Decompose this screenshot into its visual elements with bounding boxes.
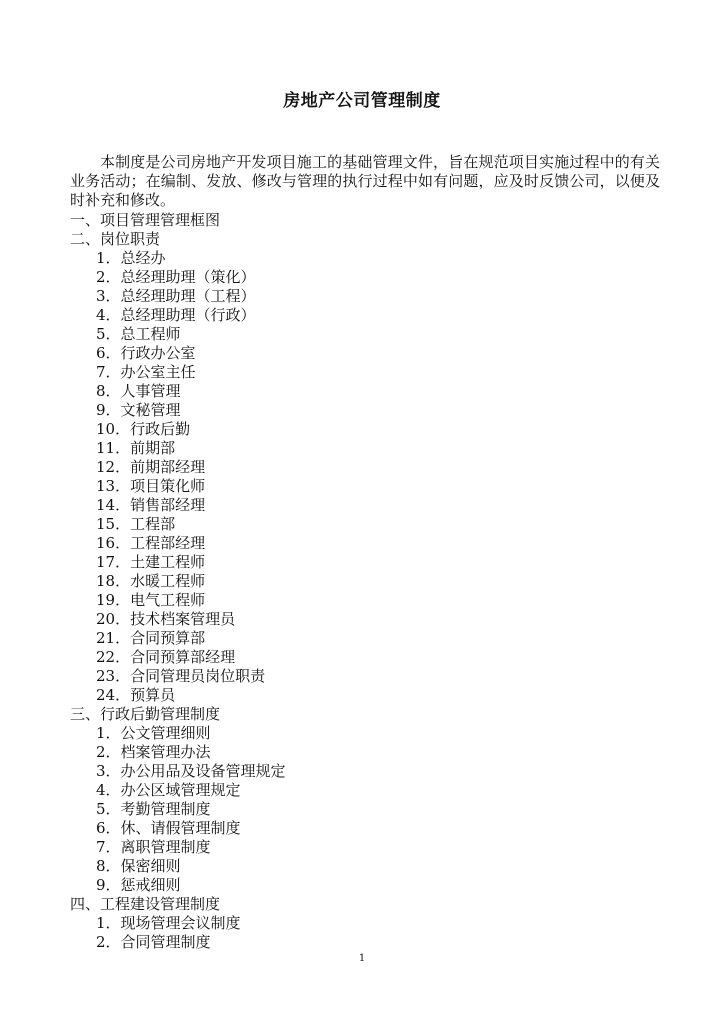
outline-item: 13．项目策化师 xyxy=(96,477,206,495)
outline-item: 4．办公区域管理规定 xyxy=(96,781,241,799)
outline-item: 17．土建工程师 xyxy=(96,553,206,571)
section-item-list xyxy=(70,914,670,952)
outline-item: 16．工程部经理 xyxy=(96,534,206,552)
outline-item: 21．合同预算部 xyxy=(96,629,206,647)
outline-item: 1．公文管理细则 xyxy=(96,724,211,742)
page-number: 1 xyxy=(358,953,366,964)
outline-item: 3．办公用品及设备管理规定 xyxy=(96,762,286,780)
outline-item: 2．总经理助理（策化） xyxy=(96,268,256,286)
outline-item: 2．档案管理办法 xyxy=(96,743,211,761)
section-heading: 四、工程建设管理制度 xyxy=(70,895,221,913)
outline-item: 5．总工程师 xyxy=(96,325,181,343)
outline-item: 18．水暖工程师 xyxy=(96,572,206,590)
intro-paragraph: 本制度是公司房地产开发项目施工的基础管理文件，旨在规范项目实施过程中的有关业务活动；在编制、发放、修改与管理的执行过程中如有问题，应及时反馈公司，以便及时补充和修改。 xyxy=(70,153,660,209)
section-heading: 三、行政后勤管理制度 xyxy=(70,705,221,723)
outline-item: 22．合同预算部经理 xyxy=(96,648,236,666)
outline-item: 12．前期部经理 xyxy=(96,458,206,476)
document-title: 房地产公司管理制度 xyxy=(283,91,441,111)
outline-item: 6．休、请假管理制度 xyxy=(96,819,241,837)
outline-item: 8．保密细则 xyxy=(96,857,181,875)
outline-item: 1．总经办 xyxy=(96,249,166,267)
outline-item: 14．销售部经理 xyxy=(96,496,206,514)
outline-item: 2．合同管理制度 xyxy=(96,933,211,951)
outline-item: 8．人事管理 xyxy=(96,382,181,400)
outline-item: 15．工程部 xyxy=(96,515,176,533)
outline-item: 7．办公室主任 xyxy=(96,363,196,381)
outline-item: 6．行政办公室 xyxy=(96,344,196,362)
outline-item: 4．总经理助理（行政） xyxy=(96,306,256,324)
outline-item: 1．现场管理会议制度 xyxy=(96,914,241,932)
section-item-list xyxy=(70,249,670,705)
outline-item: 7．离职管理制度 xyxy=(96,838,211,856)
outline-item: 23．合同管理员岗位职责 xyxy=(96,667,266,685)
table-of-contents xyxy=(70,211,670,952)
outline-item: 19．电气工程师 xyxy=(96,591,206,609)
section-heading: 一、项目管理管理框图 xyxy=(70,211,221,229)
outline-item: 5．考勤管理制度 xyxy=(96,800,211,818)
outline-item: 9．惩戒细则 xyxy=(96,876,181,894)
outline-item: 10．行政后勤 xyxy=(96,420,191,438)
outline-item: 11．前期部 xyxy=(96,439,176,457)
outline-item: 9．文秘管理 xyxy=(96,401,181,419)
section-heading: 二、岗位职责 xyxy=(70,230,161,248)
outline-item: 20．技术档案管理员 xyxy=(96,610,236,628)
section-item-list xyxy=(70,724,670,895)
outline-item: 3．总经理助理（工程） xyxy=(96,287,256,305)
outline-item: 24．预算员 xyxy=(96,686,176,704)
